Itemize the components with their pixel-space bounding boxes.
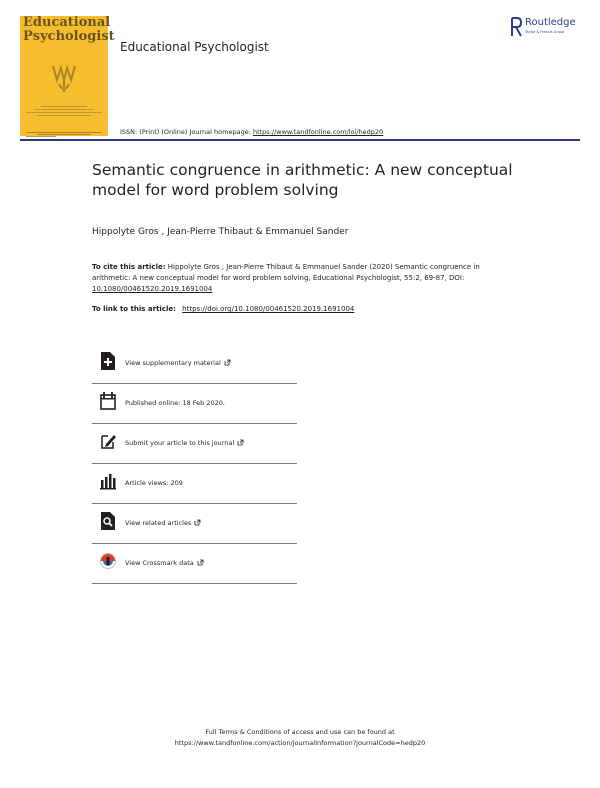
footer <box>0 727 600 749</box>
publisher-name: Routledge <box>525 17 576 28</box>
routledge-r-icon <box>511 17 522 37</box>
journal-cover[interactable] <box>20 15 115 136</box>
cover-logo-icon <box>50 62 78 94</box>
menu-item-views <box>92 463 297 504</box>
journal-homepage-link[interactable]: https://www.tandfonline.com/loi/hedp20 <box>252 128 384 136</box>
cite-label: To cite this article: <box>92 263 166 271</box>
cover-title-line1: Educational <box>23 15 111 30</box>
cover-footer-lines <box>26 131 102 138</box>
crossmark-icon <box>100 552 116 570</box>
footer-terms-link[interactable]: https://www.tandfonline.com/action/journalInformation?journalCode=hedp20 <box>174 739 426 747</box>
calendar-icon <box>100 392 116 410</box>
article-title: Semantic congruence in arithmetic: A new conceptual model for word problem solving <box>92 161 513 199</box>
issn-text: ISSN: (Print) (Online) Journal homepage: <box>120 128 251 136</box>
menu-item-published <box>92 383 297 424</box>
menu-item-submit[interactable] <box>92 423 297 464</box>
cover-text-lines <box>26 104 102 118</box>
menu-label-submit: Submit your article to this journal <box>125 439 235 447</box>
bar-chart-icon <box>100 472 116 490</box>
article-authors: Hippolyte Gros , Jean-Pierre Thibaut & Emmanuel Sander <box>92 227 349 237</box>
issn-line <box>120 128 383 136</box>
menu-label-supplementary: View supplementary material <box>125 359 221 367</box>
supplementary-file-icon <box>100 352 116 370</box>
menu-label-crossmark: View Crossmark data <box>125 559 194 567</box>
menu-item-related[interactable] <box>92 503 297 544</box>
article-link-row <box>92 305 354 313</box>
external-link-icon <box>197 559 204 566</box>
link-label: To link to this article: <box>92 305 176 313</box>
menu-item-crossmark[interactable] <box>92 543 297 584</box>
external-link-icon <box>194 519 201 526</box>
external-link-icon <box>237 439 244 446</box>
cover-title-line2: Psychologist <box>23 29 115 44</box>
cover-title <box>23 16 115 44</box>
menu-item-supplementary[interactable] <box>92 343 297 384</box>
menu-label-related: View related articles <box>125 519 192 527</box>
menu-label-views: Article views: 209 <box>125 479 183 487</box>
publisher-subtitle: Taylor & Francis Group <box>525 30 565 34</box>
article-url-link[interactable]: https://doi.org/10.1080/00461520.2019.1691004 <box>182 305 355 313</box>
external-link-icon <box>224 359 231 366</box>
edit-icon <box>100 432 116 450</box>
footer-line1: Full Terms & Conditions of access and use can be found at <box>205 728 395 736</box>
menu-label-published: Published online: 18 Feb 2020. <box>125 399 225 407</box>
related-articles-icon <box>100 512 116 530</box>
citation <box>92 262 512 295</box>
doi-link[interactable]: 10.1080/00461520.2019.1691004 <box>92 285 213 293</box>
cite-text: Hippolyte Gros , Jean-Pierre Thibaut & Emmanuel Sander (2020) Semantic congruence in arithmetic: A new conceptual model for word problem solving, Educational Psychologist, 55:2, 69-87, DOI: <box>92 263 480 282</box>
journal-title: Educational Psychologist <box>120 40 269 54</box>
header-divider <box>20 139 580 141</box>
